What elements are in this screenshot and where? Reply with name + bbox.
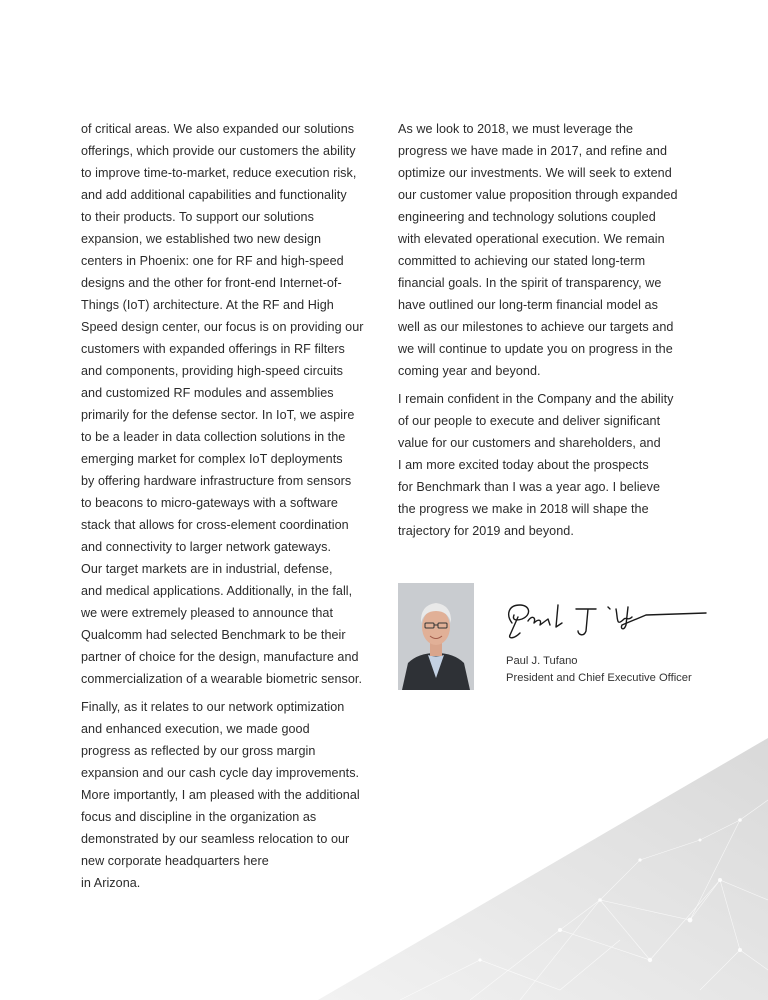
text-line: to improve time-to-market, reduce execution risk, xyxy=(81,166,357,180)
text-line: Things (IoT) architecture. At the RF and High xyxy=(81,298,334,312)
portrait-illustration xyxy=(398,583,474,690)
text-line: committed to achieving our stated long-term xyxy=(398,254,646,268)
text-line: to be a leader in data collection solutions in the xyxy=(81,430,346,444)
text-line: coming year and beyond. xyxy=(398,364,541,378)
right-paragraph-1 xyxy=(398,118,698,382)
text-line: of our people to execute and deliver significant xyxy=(398,414,661,428)
text-line: the progress we make in 2018 will shape the xyxy=(398,502,649,516)
text-line: trajectory for 2019 and beyond. xyxy=(398,524,574,538)
text-line: Speed design center, our focus is on providing our xyxy=(81,320,364,334)
text-line: we were extremely pleased to announce that xyxy=(81,606,334,620)
ceo-signature xyxy=(498,595,708,645)
left-column xyxy=(81,118,381,894)
signer-name: Paul J. Tufano xyxy=(506,655,578,667)
text-line: value for our customers and shareholders, and xyxy=(398,436,661,450)
ceo-portrait-photo xyxy=(398,583,474,690)
right-paragraph-2 xyxy=(398,388,698,542)
text-line: engineering and technology solutions coupled xyxy=(398,210,656,224)
text-line: I am more excited today about the prospects xyxy=(398,458,649,472)
text-line: partner of choice for the design, manufacture and xyxy=(81,650,359,664)
text-line: our customer value proposition through expanded xyxy=(398,188,678,202)
text-line: I remain confident in the Company and the ability xyxy=(398,392,674,406)
text-line: Qualcomm had selected Benchmark to be their xyxy=(81,628,346,642)
text-line: well as our milestones to achieve our targets and xyxy=(398,320,674,334)
text-line: expansion, we established two new design xyxy=(81,232,322,246)
text-line: for Benchmark than I was a year ago. I believe xyxy=(398,480,661,494)
text-line: commercialization of a wearable biometric sensor. xyxy=(81,672,363,686)
text-line: progress as reflected by our gross margin xyxy=(81,744,316,758)
text-line: stack that allows for cross-element coordination xyxy=(81,518,349,532)
text-line: and add additional capabilities and functionality xyxy=(81,188,347,202)
text-line: customers with expanded offerings in RF filters xyxy=(81,342,345,356)
text-line: More importantly, I am pleased with the additional xyxy=(81,788,360,802)
left-paragraph-1 xyxy=(81,118,381,690)
right-column xyxy=(398,118,698,542)
text-line: and medical applications. Additionally, in the fall, xyxy=(81,584,353,598)
text-line: expansion and our cash cycle day improvements. xyxy=(81,766,360,780)
text-line: by offering hardware infrastructure from sensors xyxy=(81,474,352,488)
signer-title: President and Chief Executive Officer xyxy=(506,672,692,684)
text-line: As we look to 2018, we must leverage the xyxy=(398,122,634,136)
text-line: optimize our investments. We will seek to extend xyxy=(398,166,672,180)
text-line: and components, providing high-speed circuits xyxy=(81,364,343,378)
text-line: to their products. To support our solutions xyxy=(81,210,314,224)
text-line: and enhanced execution, we made good xyxy=(81,722,310,736)
text-line: Finally, as it relates to our network optimization xyxy=(81,700,345,714)
text-line: primarily for the defense sector. In IoT, we aspire xyxy=(81,408,355,422)
text-line: of critical areas. We also expanded our solutions xyxy=(81,122,355,136)
text-line: with elevated operational execution. We remain xyxy=(398,232,665,246)
text-line: and connectivity to larger network gateways. xyxy=(81,540,332,554)
text-line: focus and discipline in the organization as xyxy=(81,810,317,824)
text-line: financial goals. In the spirit of transparency, we xyxy=(398,276,662,290)
text-line: progress we have made in 2017, and refine and xyxy=(398,144,667,158)
text-line: offerings, which provide our customers the ability xyxy=(81,144,356,158)
text-line: new corporate headquarters here xyxy=(81,854,269,868)
text-line: centers in Phoenix: one for RF and high-speed xyxy=(81,254,344,268)
text-line: Our target markets are in industrial, defense, xyxy=(81,562,333,576)
text-line: and customized RF modules and assemblies xyxy=(81,386,334,400)
text-line: have outlined our long-term financial model as xyxy=(398,298,658,312)
left-paragraph-2 xyxy=(81,696,381,894)
text-line: we will continue to update you on progress in the xyxy=(398,342,673,356)
text-line: designs and the other for front-end Internet-of- xyxy=(81,276,342,290)
text-line: demonstrated by our seamless relocation to our xyxy=(81,832,350,846)
text-line: to beacons to micro-gateways with a software xyxy=(81,496,338,510)
text-line: emerging market for complex IoT deployments xyxy=(81,452,343,466)
text-line: in Arizona. xyxy=(81,876,141,890)
